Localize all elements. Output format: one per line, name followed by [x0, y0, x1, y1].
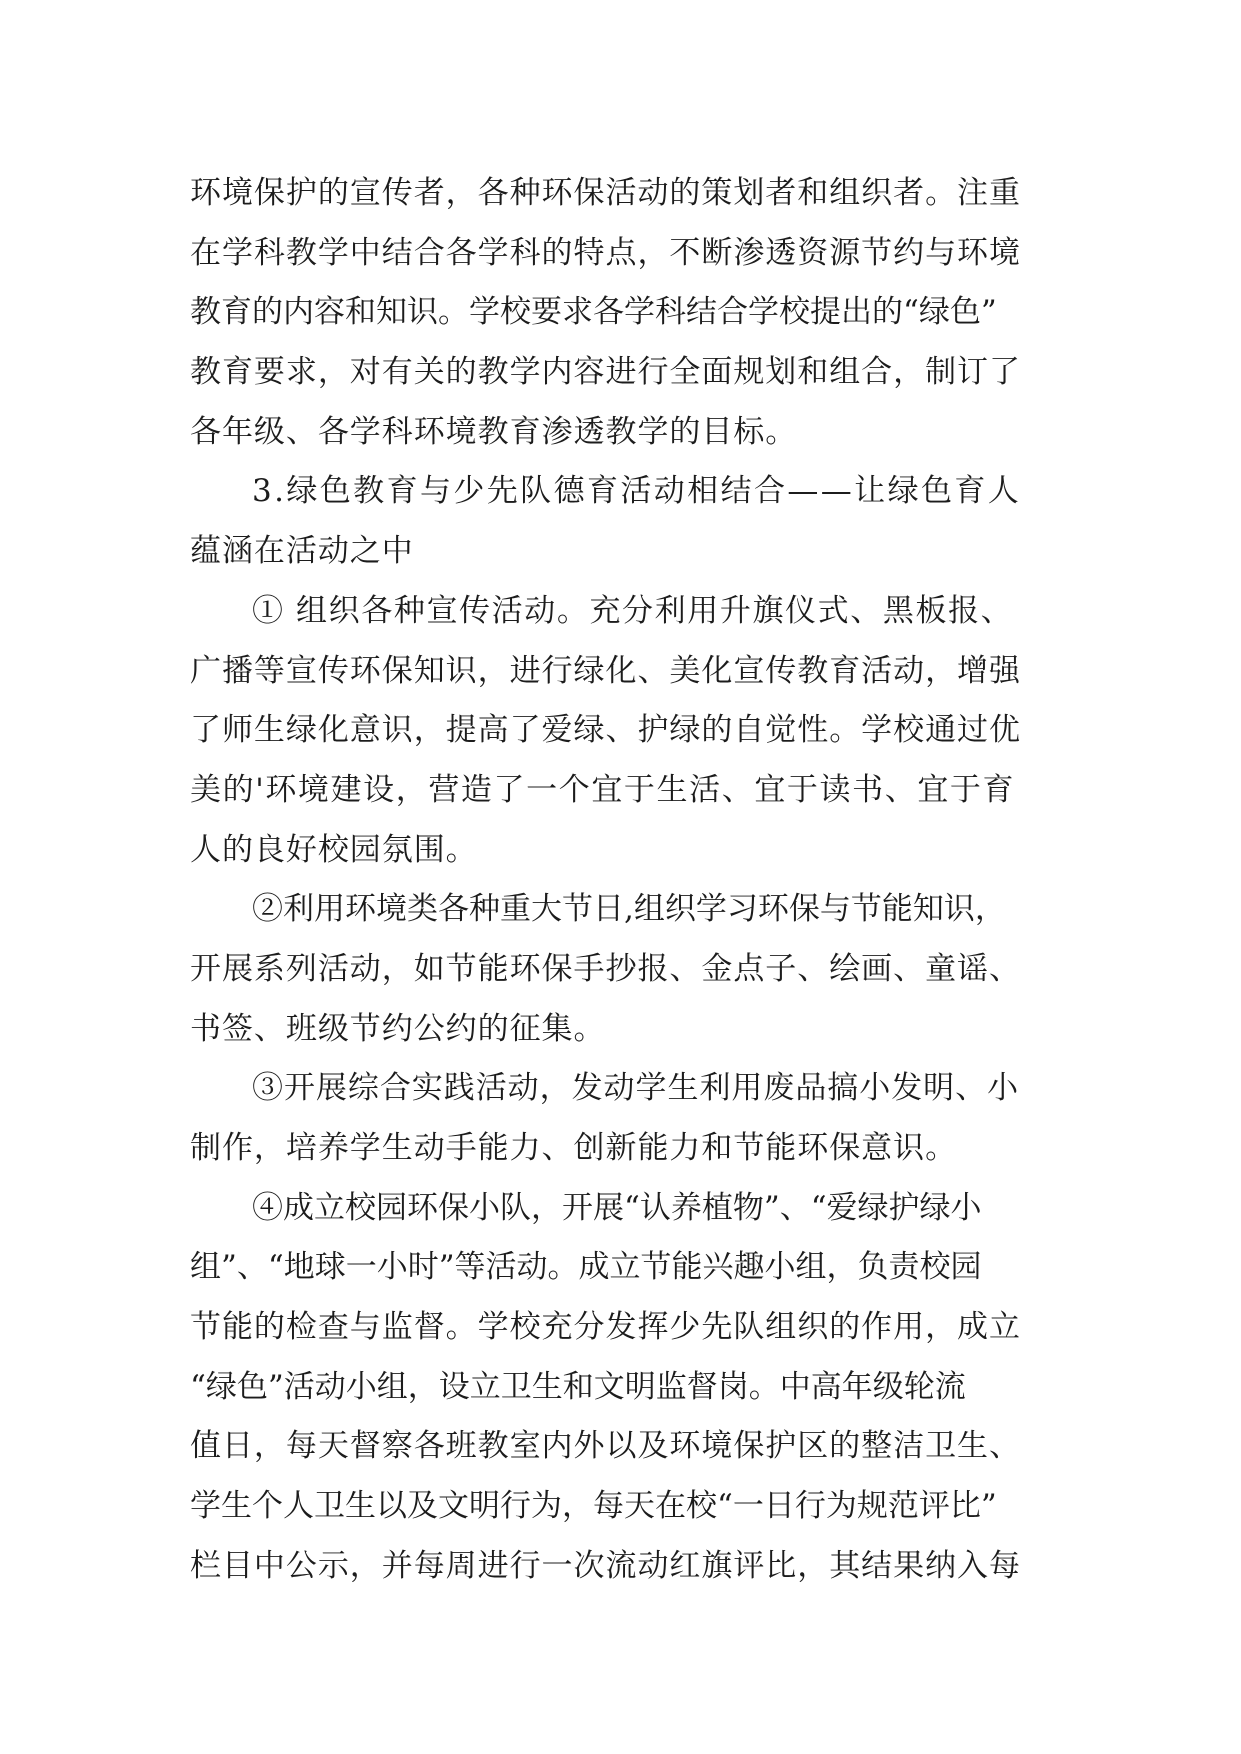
text-line: 了师生绿化意识，提高了爱绿、护绿的自觉性。学校通过优 — [190, 712, 1021, 749]
document-body — [190, 164, 1060, 1597]
text-line: 教育要求，对有关的教学内容进行全面规划和组合，制订了 — [190, 354, 1021, 391]
text-line: 值日，每天督察各班教室内外以及环境保护区的整洁卫生、 — [190, 1428, 1021, 1465]
text-line: 制作，培养学生动手能力、创新能力和节能环保意识。 — [190, 1130, 958, 1166]
text-line: 广播等宣传环保知识，进行绿化、美化宣传教育活动，增强 — [190, 652, 1021, 689]
text-line: 栏目中公示，并每周进行一次流动红旗评比，其结果纳入每 — [190, 1547, 1021, 1584]
text-line: 学生个人卫生以及文明行为，每天在校“一日行为规范评比” — [190, 1488, 997, 1525]
text-line: 教育的内容和知识。学校要求各学科结合学校提出的“绿色” — [190, 294, 997, 331]
section-heading: 3.绿色教育与少先队德育活动相结合——让绿色育人 — [252, 473, 1022, 510]
text-line: 节能的检查与监督。学校充分发挥少先队组织的作用，成立 — [190, 1309, 1021, 1346]
text-line: 组”、“地球一小时”等活动。成立节能兴趣小组，负责校园 — [190, 1249, 982, 1286]
text-line: 在学科教学中结合各学科的特点，不断渗透资源节约与环境 — [190, 234, 1021, 271]
text-line: 环境保护的宣传者，各种环保活动的策划者和组织者。注重 — [190, 175, 1021, 211]
list-item-1: ① 组织各种宣传活动。充分利用升旗仪式、黑板报、 — [252, 592, 1014, 629]
list-item-4: ④成立校园环保小队，开展“认养植物”、“爱绿护绿小 — [252, 1189, 982, 1226]
list-item-2: ②利用环境类各种重大节日,组织学习环保与节能知识， — [252, 891, 1006, 928]
text-line: 书签、班级节约公约的征集。 — [190, 1010, 606, 1047]
text-line: 人的良好校园氛围。 — [190, 831, 478, 868]
text-line: 美的'环境建设，营造了一个宜于生活、宜于读书、宜于育 — [190, 771, 1016, 808]
text-line: “绿色”活动小组，设立卫生和文明监督岗。中高年级轮流 — [190, 1368, 966, 1405]
text-line: 开展系列活动，如节能环保手抄报、金点子、绘画、童谣、 — [190, 950, 1021, 987]
list-item-3: ③开展综合实践活动，发动学生利用废品搞小发明、小 — [252, 1070, 1020, 1107]
section-heading: 蕴涵在活动之中 — [190, 533, 414, 570]
text-line: 各年级、各学科环境教育渗透教学的目标。 — [190, 413, 798, 450]
